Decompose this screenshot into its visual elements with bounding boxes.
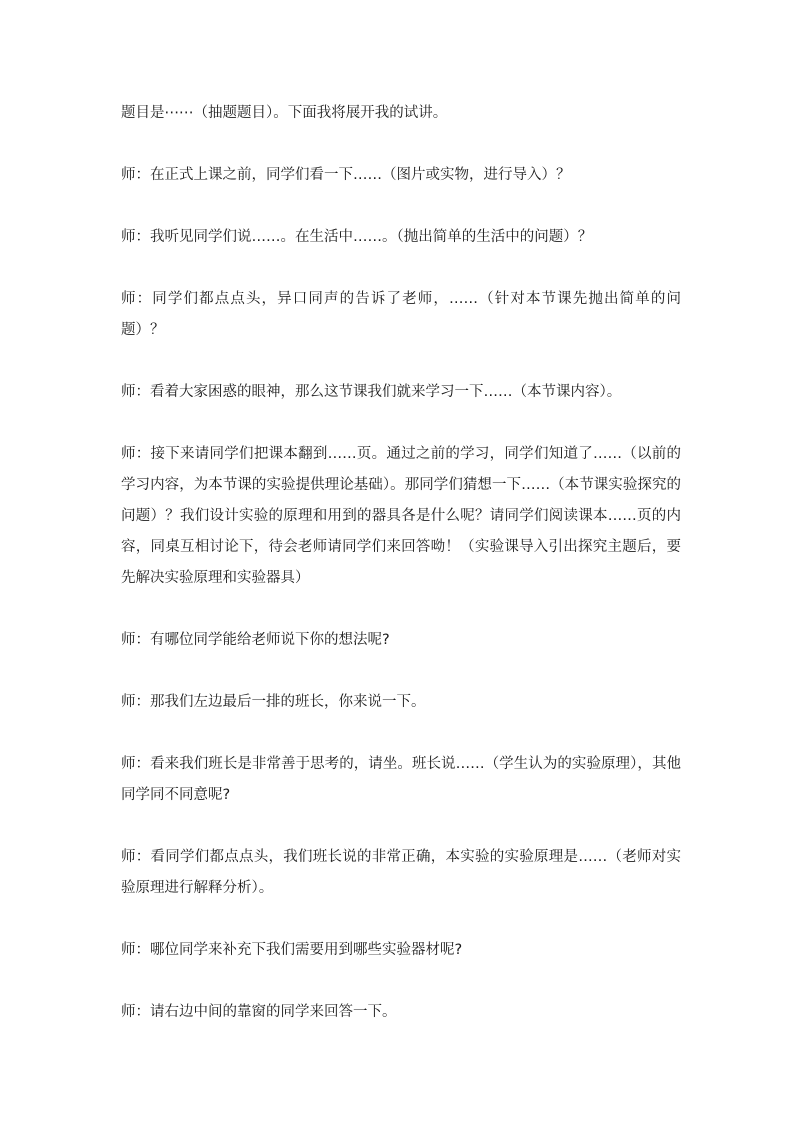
teacher-line-equipment: 师：哪位同学来补充下我们需要用到哪些实验器材呢?	[121, 942, 463, 958]
teacher-line-window-student: 师：请右边中间的靠窗的同学来回答一下。	[121, 1004, 397, 1020]
teacher-line-lesson-content: 师：看着大家困惑的眼神，那么这节课我们就来学习一下……（本节课内容）。	[121, 384, 622, 400]
teacher-line-intro-image: 师：在正式上课之前，同学们看一下……（图片或实物，进行导入）？	[121, 167, 571, 183]
teacher-line-ask-ideas: 师：有哪位同学能给老师说下你的想法呢?	[121, 632, 390, 648]
intro-paragraph: 题目是⋯⋯（抽题题目）。下面我将展开我的试讲。	[121, 105, 448, 121]
teacher-line-simple-question: 师：同学们都点点头，异口同声的告诉了老师，……（针对本节课先抛出简单的问题）？	[121, 291, 681, 338]
teacher-line-textbook: 师：接下来请同学们把课本翻到……页。通过之前的学习，同学们知道了……（以前的学习内容，为本节课的实验提供理论基础）。那同学们猜想一下……（本节课实验探究的问题）？我们设计实验的原理和用到的器具各是什么呢？请同学们阅读课本……页的内容，同桌互相讨论下，待会老师请同学们来回答呦！（实验课导入引出探究主题后，要先解决实验原理和实验器具）	[121, 446, 681, 586]
teacher-line-monitor-answer: 师：看来我们班长是非常善于思考的，请坐。班长说……（学生认为的实验原理），其他同学同不同意呢?	[121, 756, 681, 803]
teacher-line-life-question: 师：我听见同学们说……。在生活中……。（抛出简单的生活中的问题）？	[121, 229, 593, 245]
document-page	[121, 98, 681, 1059]
teacher-line-class-monitor: 师：那我们左边最后一排的班长，你来说一下。	[121, 694, 426, 710]
teacher-line-principle: 师：看同学们都点点头，我们班长说的非常正确，本实验的实验原理是……（老师对实验原理进行解释分析）。	[121, 849, 681, 896]
